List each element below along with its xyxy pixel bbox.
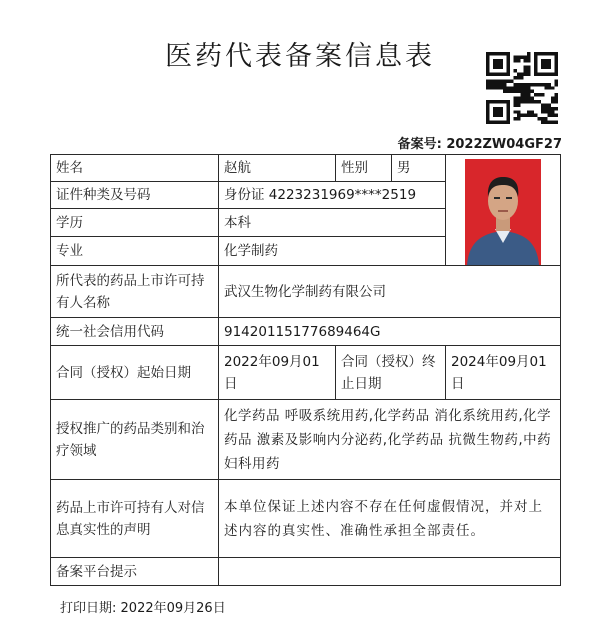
- major-value: 化学制药: [219, 236, 446, 265]
- start-date-value: 2022年09月01日: [219, 346, 336, 400]
- id-label: 证件种类及号码: [51, 182, 219, 209]
- qr-code-icon: [486, 52, 558, 124]
- platform-notice-label: 备案平台提示: [51, 558, 219, 586]
- name-value: 赵航: [219, 155, 336, 182]
- scope-label: 授权推广的药品类别和治疗领域: [51, 400, 219, 480]
- print-date-value: 2022年09月26日: [120, 601, 226, 616]
- education-value: 本科: [219, 209, 446, 236]
- education-label: 学历: [51, 209, 219, 236]
- record-table: [50, 154, 561, 586]
- platform-notice-value: [219, 558, 561, 586]
- portrait-photo-icon: [465, 159, 541, 265]
- print-date-label: 打印日期:: [60, 601, 117, 616]
- print-date: [60, 597, 226, 616]
- credit-code-value: 91420115177689464G: [219, 318, 561, 346]
- start-date-label: 合同（授权）起始日期: [51, 346, 219, 400]
- gender-value: 男: [392, 155, 446, 182]
- photo-cell: [446, 155, 561, 266]
- holder-value: 武汉生物化学制药有限公司: [219, 266, 561, 318]
- credit-code-label: 统一社会信用代码: [51, 318, 219, 346]
- major-label: 专业: [51, 236, 219, 265]
- declaration-value: 本单位保证上述内容不存在任何虚假情况，并对上述内容的真实性、准确性承担全部责任。: [219, 480, 561, 558]
- scope-value: 化学药品 呼吸系统用药,化学药品 消化系统用药,化学药品 激素及影响内分泌药,化学药品 抗微生物药,中药 妇科用药: [219, 400, 561, 480]
- end-date-value: 2024年09月01日: [446, 346, 561, 400]
- page-title: 医药代表备案信息表: [165, 41, 435, 72]
- id-value: 身份证 4223231969****2519: [219, 182, 446, 209]
- filing-number-value: 2022ZW04GF27: [446, 137, 562, 152]
- end-date-label: 合同（授权）终止日期: [336, 346, 446, 400]
- gender-label: 性别: [336, 155, 392, 182]
- holder-label: 所代表的药品上市许可持有人名称: [51, 266, 219, 318]
- declaration-label: 药品上市许可持有人对信息真实性的声明: [51, 480, 219, 558]
- name-label: 姓名: [51, 155, 219, 182]
- filing-number: [398, 133, 562, 152]
- filing-number-label: 备案号:: [397, 137, 442, 152]
